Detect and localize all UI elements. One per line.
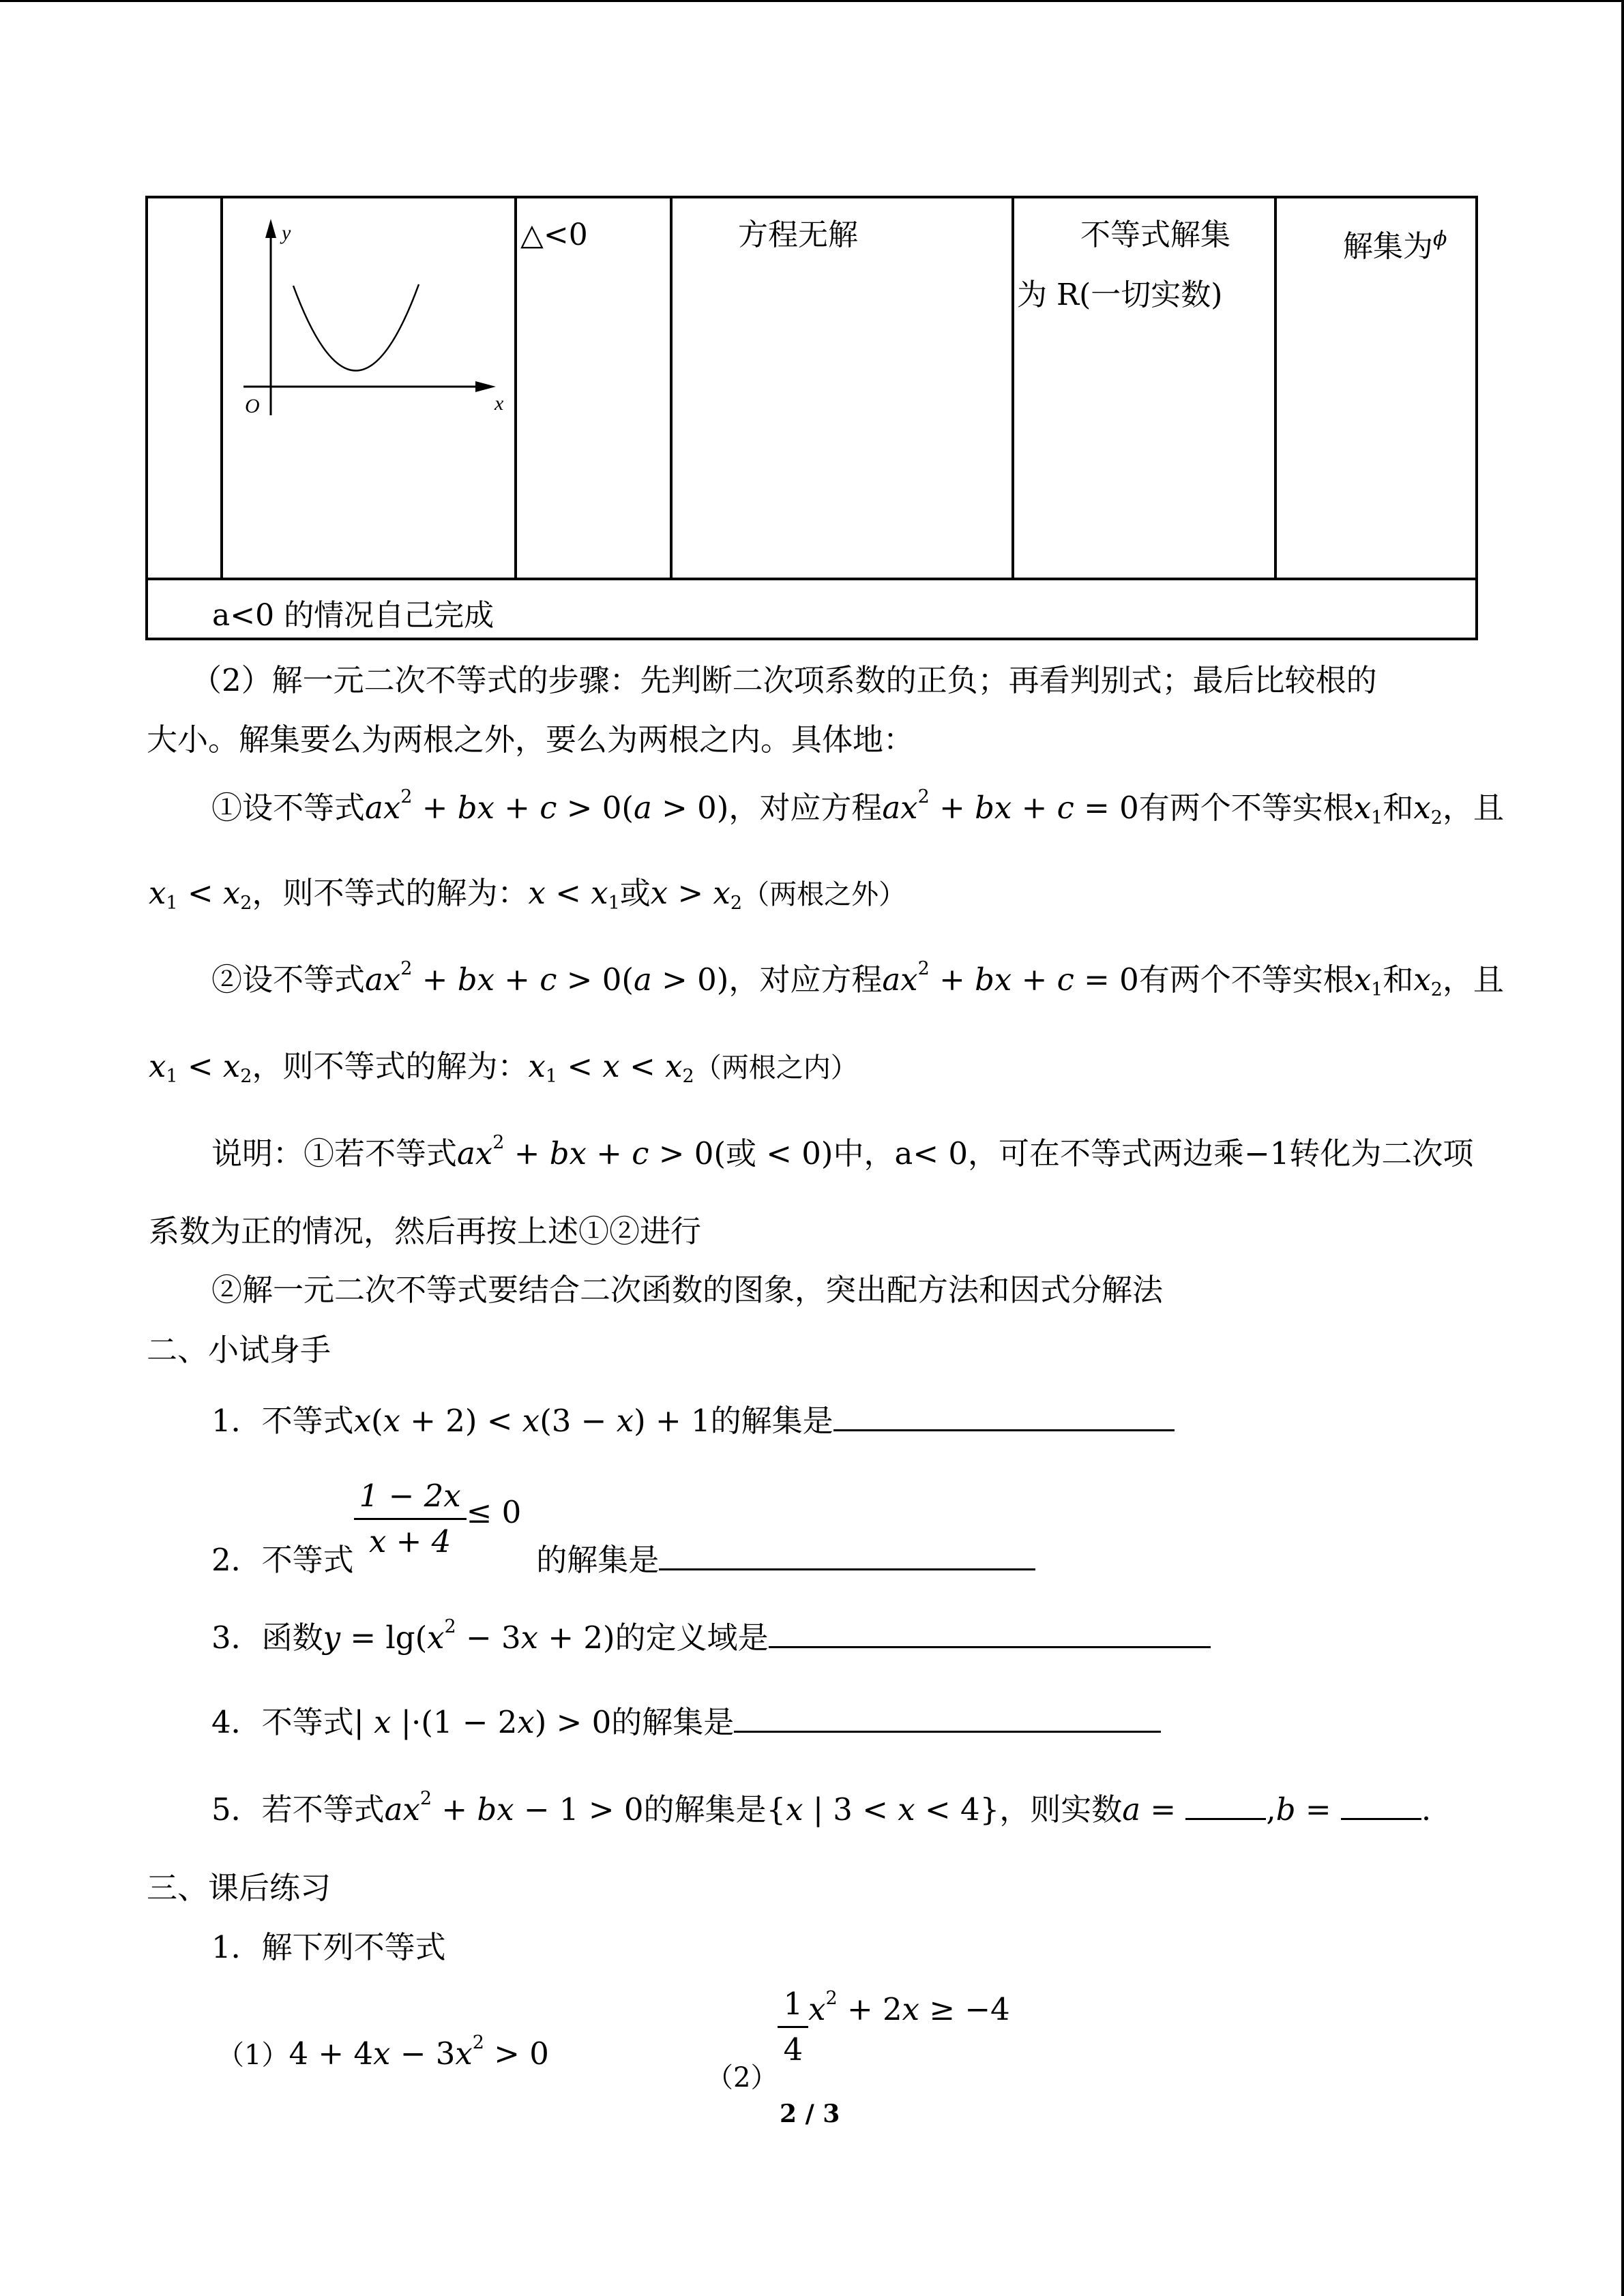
table-divider bbox=[220, 198, 223, 579]
y-axis-label: y bbox=[282, 222, 291, 244]
case1-roots-text: 有两个不等实根 bbox=[1138, 790, 1354, 826]
table-divider bbox=[1274, 198, 1277, 579]
solution-set-text: 解集为 bbox=[1343, 229, 1433, 264]
q3-function: $y = \lg(x^2 - 3x + 2)$ bbox=[323, 1616, 615, 1656]
practice-1-label: （1） bbox=[217, 2040, 289, 2071]
q1-expression: x(x + 2) < x(3 − x) + 1 bbox=[353, 1403, 711, 1439]
empty-set-symbol: ϕ bbox=[1433, 227, 1447, 251]
section3-title: 三、课后练习 bbox=[147, 1870, 331, 1906]
root-x2: $x_2$ bbox=[1413, 961, 1443, 1001]
steps-para-line1: （2）解一元二次不等式的步骤：先判断二次项系数的正负；再看判别式；最后比较根的 bbox=[191, 662, 1377, 698]
case1-root-order: $x_1 < x_2$ bbox=[149, 875, 252, 914]
case2-prefix: ②设不等式 bbox=[211, 961, 366, 998]
q5-period: . bbox=[1421, 1791, 1432, 1828]
q4-suffix: 的解集是 bbox=[611, 1704, 735, 1740]
q3-prefix: 3．函数 bbox=[211, 1620, 323, 1656]
practice-2-fraction: $\frac{1}{4}$ bbox=[778, 1982, 808, 2072]
case1-and: 和 bbox=[1383, 790, 1414, 826]
quadratic-table bbox=[145, 196, 1478, 640]
case1-or: 或 bbox=[619, 875, 651, 911]
case2-and: 和 bbox=[1383, 961, 1414, 998]
case2-then: ，则不等式的解为： bbox=[252, 1048, 529, 1084]
q1-suffix: 的解集是 bbox=[710, 1403, 833, 1439]
table-note: a<0 的情况自己完成 bbox=[212, 598, 494, 633]
solution-set-cell bbox=[1343, 219, 1447, 267]
explain-line2: 系数为正的情况，然后再按上述①②进行 bbox=[149, 1213, 702, 1249]
discriminant-cell: △<0 bbox=[520, 218, 588, 252]
q5-line bbox=[211, 1788, 1431, 1832]
case2-line2 bbox=[149, 1045, 858, 1090]
explain-neg-one: −1 bbox=[1244, 1135, 1290, 1172]
q2-leq: ≤ 0 bbox=[466, 1494, 522, 1530]
explain-mid: ，可在不等式两边乘 bbox=[967, 1135, 1244, 1172]
table-row-divider bbox=[148, 578, 1475, 580]
practice-2-label: （2） bbox=[706, 2062, 778, 2093]
case1-prefix: ①设不等式 bbox=[211, 790, 366, 826]
q2-fraction: $\frac{1 - 2x}{x + 4}$ bbox=[354, 1474, 467, 1564]
root-x2: $x_2$ bbox=[1413, 790, 1443, 829]
equation-cell: 方程无解 bbox=[738, 218, 858, 252]
case2-solution: $x_1 < x < x_2$ bbox=[528, 1048, 694, 1088]
q3-suffix: 的定义域是 bbox=[615, 1620, 769, 1656]
q5-b-blank[interactable] bbox=[1341, 1788, 1421, 1820]
q4-answer-blank[interactable] bbox=[734, 1701, 1161, 1733]
explain-tail: 转化为二次项 bbox=[1289, 1135, 1474, 1172]
case2-line1 bbox=[211, 958, 1504, 1002]
case1-sol-right: $x > x_2$ bbox=[650, 875, 743, 914]
explain-zhong: 中， bbox=[833, 1135, 895, 1172]
inequality-cell-line2: 为 R(一切实数) bbox=[1017, 278, 1223, 312]
q2-answer-blank[interactable] bbox=[659, 1538, 1035, 1570]
explain-inequality: $ax^2$ + bx + c > 0(或 < 0) bbox=[457, 1132, 833, 1172]
case2-root-order: $x_1 < x_2$ bbox=[149, 1048, 252, 1088]
q5-mid: 的解集是 bbox=[643, 1791, 767, 1828]
table-divider bbox=[514, 198, 517, 579]
page-number: 2 / 3 bbox=[780, 2100, 840, 2128]
q4-line bbox=[211, 1701, 1161, 1744]
root-x1: $x_1$ bbox=[1353, 790, 1383, 829]
q4-expression: | x |·(1 − 2x) > 0 bbox=[353, 1704, 612, 1740]
case1-line1 bbox=[211, 786, 1504, 830]
right-border bbox=[1621, 0, 1624, 2296]
explain-line1 bbox=[211, 1132, 1473, 1176]
x-axis-label: x bbox=[494, 392, 504, 415]
practice-2-expression: $x^2 + 2x \ge -4$ bbox=[808, 1988, 1010, 2027]
root-x1: $x_1$ bbox=[1353, 961, 1383, 1001]
case1-sol-left: $x < x_1$ bbox=[528, 875, 620, 914]
q2-prefix: 2．不等式 bbox=[211, 1542, 354, 1578]
case1-then: ，则不等式的解为： bbox=[252, 875, 529, 911]
q5-solution-set: {x | 3 < x < 4} bbox=[766, 1791, 1000, 1828]
steps-para-line2: 大小。解集要么为两根之外，要么为两根之内。具体地： bbox=[147, 721, 915, 758]
q4-prefix: 4．不等式 bbox=[211, 1704, 354, 1740]
case1-mid: ，对应方程 bbox=[728, 790, 883, 826]
case1-line2 bbox=[149, 871, 906, 916]
section2-title: 二、小试身手 bbox=[147, 1332, 331, 1368]
q3-line bbox=[211, 1616, 1211, 1660]
q3-answer-blank[interactable] bbox=[769, 1616, 1211, 1648]
q5-tail: ，则实数 bbox=[999, 1791, 1123, 1828]
explain-a-negative: < 0 bbox=[913, 1135, 968, 1172]
q1-answer-blank[interactable] bbox=[833, 1399, 1175, 1431]
table-divider bbox=[670, 198, 673, 579]
q1-line bbox=[211, 1399, 1175, 1443]
q5-inequality: $ax^2$ + bx − 1 > 0 bbox=[384, 1788, 644, 1828]
explain-line3: ②解一元二次不等式要结合二次函数的图象，突出配方法和因式分解法 bbox=[211, 1272, 1164, 1308]
case2-mid: ，对应方程 bbox=[728, 961, 883, 998]
section3-q1: 1．解下列不等式 bbox=[211, 1929, 446, 1965]
case2-inequality: $ax^2$ + bx + c > 0(a > 0) bbox=[365, 958, 729, 998]
explain-a: a bbox=[894, 1135, 913, 1172]
q5-prefix: 5．若不等式 bbox=[211, 1791, 385, 1828]
q2-line bbox=[211, 1478, 1035, 1578]
explain-prefix: 说明：①若不等式 bbox=[211, 1135, 458, 1172]
q5-b-label: ,b = bbox=[1266, 1791, 1331, 1828]
q5-a-label: a = bbox=[1122, 1791, 1177, 1828]
case1-equation: $ax^2$ + bx + c = 0 bbox=[882, 786, 1139, 826]
inequality-cell-line1: 不等式解集 bbox=[1080, 218, 1230, 252]
case1-tail: ，且 bbox=[1442, 790, 1504, 826]
table-divider bbox=[1012, 198, 1014, 579]
q1-prefix: 1．不等式 bbox=[211, 1403, 354, 1439]
top-border bbox=[0, 0, 1624, 2]
case1-note: （两根之外） bbox=[742, 879, 906, 910]
case2-equation: $ax^2$ + bx + c = 0 bbox=[882, 958, 1139, 998]
case1-inequality: $ax^2$ + bx + c > 0(a > 0) bbox=[365, 786, 729, 826]
parabola-graph bbox=[230, 211, 510, 429]
practice-2 bbox=[706, 1981, 1010, 2093]
case2-roots-text: 有两个不等实根 bbox=[1138, 961, 1354, 998]
practice-1-expression: $4 + 4x - 3x^2 > 0$ bbox=[289, 2032, 549, 2072]
case2-note: （两根之内） bbox=[694, 1052, 858, 1084]
case2-tail: ，且 bbox=[1442, 961, 1504, 998]
q5-a-blank[interactable] bbox=[1185, 1788, 1266, 1820]
q2-suffix: 的解集是 bbox=[536, 1542, 660, 1578]
practice-1 bbox=[217, 2032, 549, 2077]
origin-label: O bbox=[245, 395, 260, 417]
